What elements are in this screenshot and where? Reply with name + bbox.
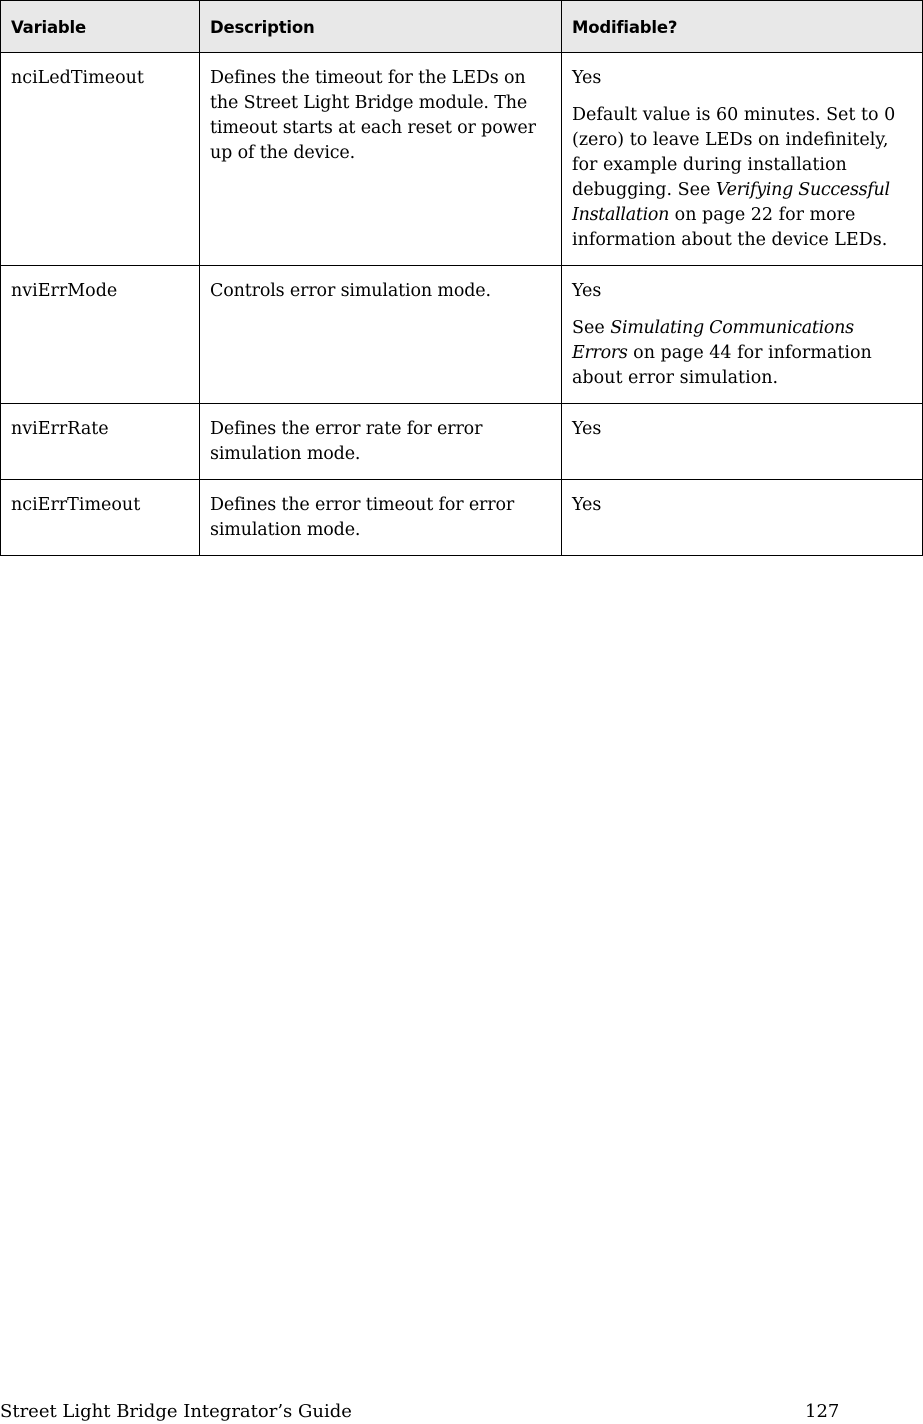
description-cell: Defines the error rate for error simulation mode. [200,404,562,480]
variable-cell: nciLedTimeout [1,53,200,266]
modifiable-value: Yes [572,495,602,515]
table-header-row [1,1,923,53]
document-title: Street Light Bridge Integrator’s Guide [0,1401,352,1422]
modifiable-cell [562,404,923,480]
cross-reference: Verifying Successful Installation [572,180,890,225]
note-text: Default value is 60 minutes. Set to 0 (zero) to leave LEDs on indefinitely, for example during installation debugging. See [572,105,896,200]
note-text: on page 44 for information about error simulation. [572,343,872,388]
cross-reference: Simulating Communications Errors [572,318,854,363]
table-row [1,404,923,480]
modifiable-value: Yes [572,68,602,88]
table-row [1,53,923,266]
header-variable: Variable [1,1,200,53]
modifiable-cell [562,480,923,556]
description-cell: Defines the error timeout for error simulation mode. [200,480,562,556]
modifiable-note [572,103,912,253]
modifiable-cell [562,53,923,266]
variable-cell: nviErrRate [1,404,200,480]
page-number: 127 [805,1401,840,1422]
description-cell: Controls error simulation mode. [200,266,562,404]
variables-table [0,0,923,556]
header-modifiable: Modifiable? [562,1,923,53]
modifiable-value: Yes [572,419,602,439]
description-cell: Defines the timeout for the LEDs on the Street Light Bridge module. The timeout starts at each reset or power up of the device. [200,53,562,266]
modifiable-cell [562,266,923,404]
header-description: Description [200,1,562,53]
note-text: See [572,318,611,338]
note-text: on page 22 for more information about the device LEDs. [572,205,888,250]
table-row [1,480,923,556]
variable-cell: nciErrTimeout [1,480,200,556]
modifiable-note [572,316,912,391]
table-row [1,266,923,404]
modifiable-value: Yes [572,281,602,301]
variable-cell: nviErrMode [1,266,200,404]
